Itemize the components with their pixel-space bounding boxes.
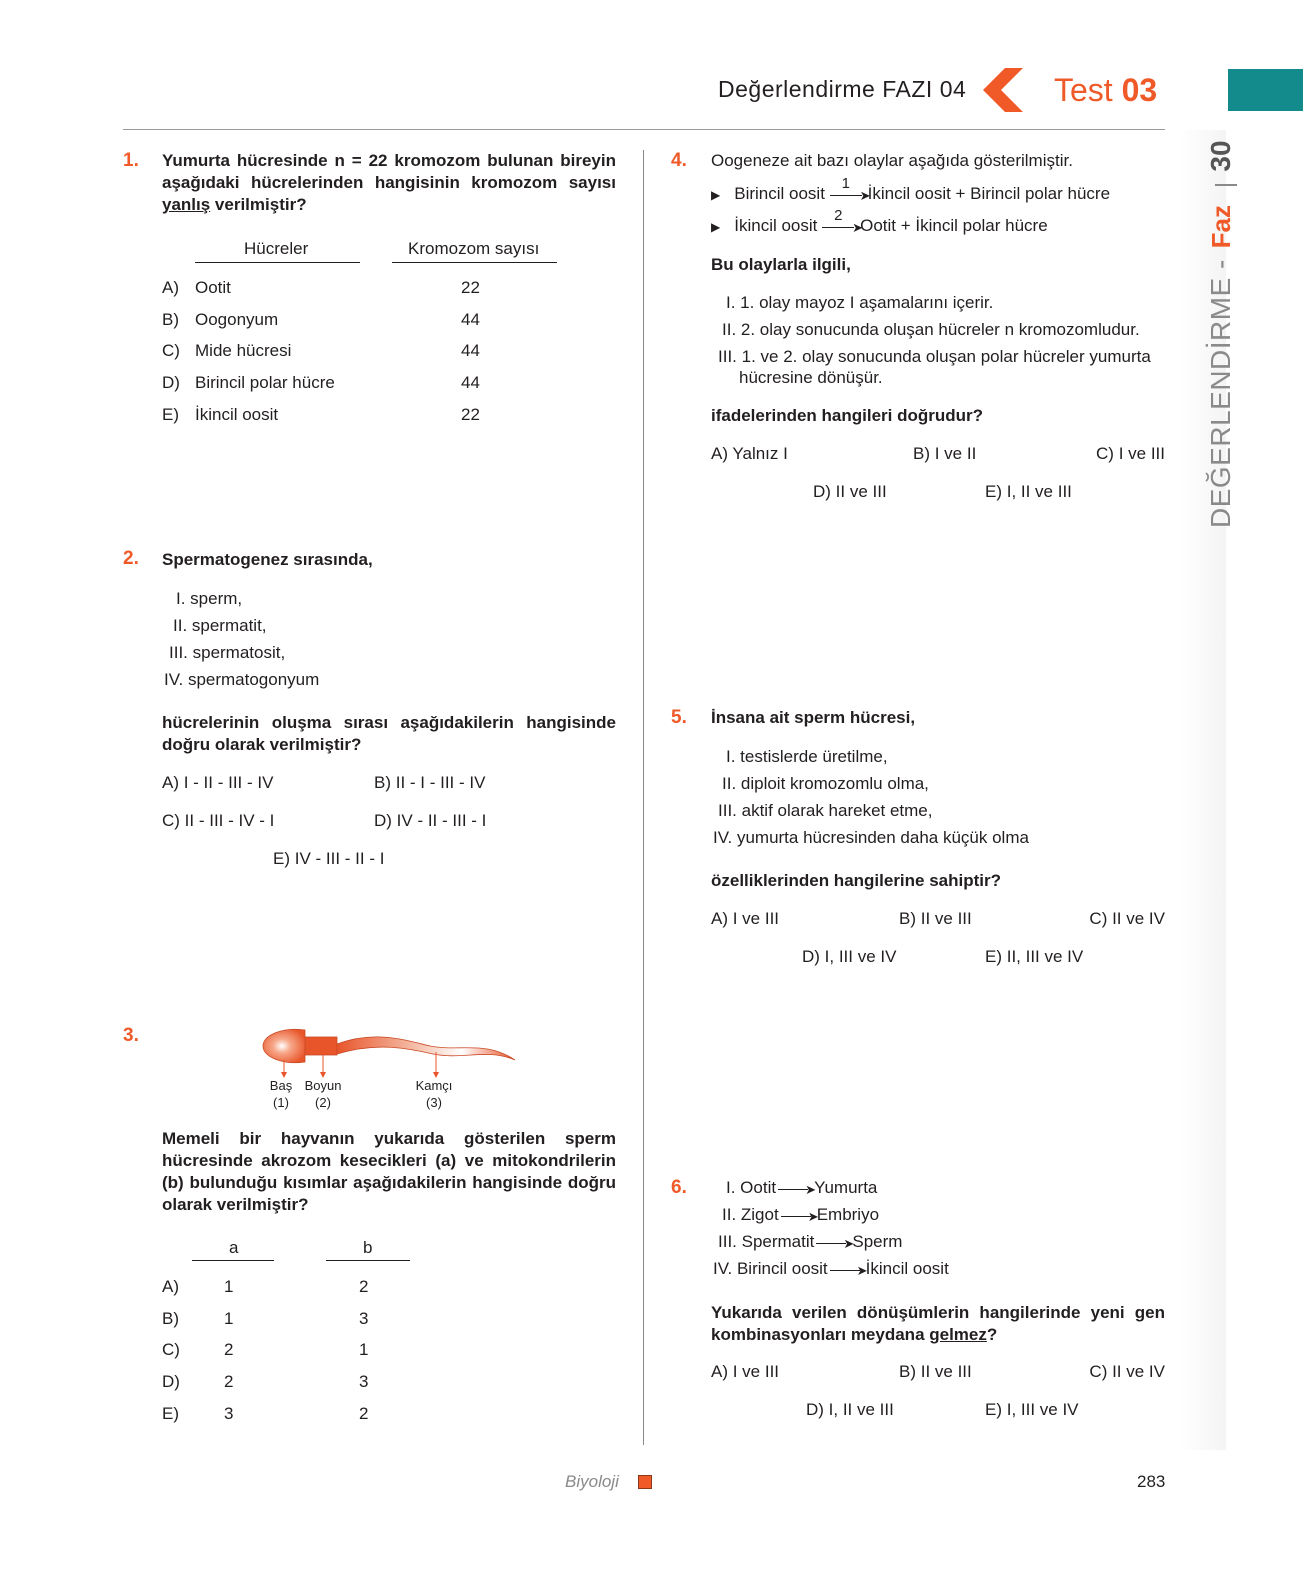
- q5-option-c[interactable]: C) II ve IV: [1089, 909, 1165, 928]
- q2-option-e[interactable]: E) IV - III - II - I: [273, 849, 385, 868]
- q3-option-b: 1: [359, 1340, 369, 1360]
- arrow-right-icon: ➤: [814, 1237, 852, 1249]
- q4-option-a[interactable]: A) Yalnız I: [711, 444, 788, 463]
- sidebar-text: DEĞERLENDİRME -: [1205, 259, 1236, 528]
- q6-item-to: Sperm: [852, 1232, 903, 1251]
- q5-number: 5.: [671, 707, 687, 728]
- q3-option-a: 1: [224, 1277, 234, 1296]
- q5-option-a[interactable]: A) I ve III: [711, 909, 780, 928]
- test-number: 03: [1121, 72, 1158, 108]
- bullet-icon: ▶: [711, 220, 721, 234]
- q4-statement-1: I. 1. olay mayoz I aşamalarını içerir.: [726, 293, 994, 312]
- q4-e2-num: 2: [834, 206, 843, 224]
- q2-item-1: I. sperm,: [176, 589, 243, 608]
- q3-option-key[interactable]: E): [162, 1403, 179, 1423]
- q6-question-b: ?: [986, 1325, 998, 1344]
- q6-item-to: Yumurta: [814, 1178, 878, 1197]
- q1-option-key[interactable]: A): [162, 278, 179, 297]
- bullet-icon: ▶: [711, 188, 721, 202]
- q4-e1-left: Birincil oosit: [734, 184, 825, 203]
- footer-square-icon: [638, 1475, 652, 1489]
- q6-item-from: II. Zigot: [722, 1205, 779, 1224]
- q4-option-c[interactable]: C) I ve III: [1096, 444, 1165, 463]
- q6-item: [713, 1259, 949, 1279]
- q1-col-rule-2: [392, 262, 557, 263]
- q4-e1-right: İkincil oosit + Birincil polar hücre: [867, 184, 1111, 203]
- q4-number: 4.: [671, 150, 687, 171]
- arrow-right-icon: 1 ➤: [830, 187, 868, 203]
- q6-item: [726, 1178, 877, 1198]
- q1-option-count: 44: [461, 309, 480, 329]
- q4-intro: Oogeneze ait bazı olaylar aşağıda gösterilmiştir.: [711, 151, 1073, 170]
- q5-intro: İnsana ait sperm hücresi,: [711, 708, 916, 727]
- q4-e2-left: İkincil oosit: [734, 216, 818, 235]
- q6-option-a[interactable]: A) I ve III: [711, 1362, 780, 1381]
- q1-option-cell[interactable]: İkincil oosit: [195, 404, 279, 424]
- q5-option-e[interactable]: E) II, III ve IV: [985, 947, 1084, 966]
- q4-option-e[interactable]: E) I, II ve III: [985, 482, 1072, 501]
- q2-item-2: II. spermatit,: [173, 616, 267, 635]
- q1-text: [162, 150, 616, 216]
- q5-option-b[interactable]: B) II ve III: [899, 909, 972, 928]
- q3-option-b: 2: [359, 1277, 369, 1296]
- q5-item-4: IV. yumurta hücresinden daha küçük olma: [713, 828, 1029, 847]
- q3-number: 3.: [123, 1025, 139, 1046]
- q3-option-key[interactable]: B): [162, 1308, 179, 1328]
- label-head: [263, 1077, 299, 1111]
- q6-question: [711, 1302, 1165, 1346]
- q1-option-cell[interactable]: Birincil polar hücre: [195, 373, 335, 393]
- chevron-left-icon: [983, 68, 1025, 112]
- sperm-diagram: [255, 1022, 520, 1082]
- footer-subject: Biyoloji: [565, 1472, 619, 1491]
- q4-statement-3-cont: hücresine dönüşür.: [739, 368, 883, 387]
- arrow-right-icon: 2 ➤: [822, 219, 860, 235]
- faz-logo: Faz: [1206, 205, 1236, 249]
- q3-option-a: 2: [224, 1340, 234, 1360]
- q3-col-rule-b: [326, 1260, 410, 1261]
- q4-e2-right: Ootit + İkincil polar hücre: [860, 216, 1048, 235]
- q6-item-to: Embriyo: [816, 1205, 880, 1224]
- q1-option-count: 22: [461, 278, 480, 297]
- q1-col-cells: Hücreler: [244, 239, 309, 258]
- q3-option-b: 3: [359, 1308, 369, 1328]
- arrow-right-icon: ➤: [779, 1210, 817, 1222]
- q1-col-count: Kromozom sayısı: [408, 239, 540, 258]
- q6-item: [718, 1232, 902, 1252]
- q2-intro: Spermatogenez sırasında,: [162, 550, 373, 569]
- q1-option-cell[interactable]: Ootit: [195, 278, 231, 297]
- q1-option-cell[interactable]: Mide hücresi: [195, 341, 292, 361]
- q4-statement-2: II. 2. olay sonucunda oluşan hücreler n kromozomludur.: [722, 320, 1140, 339]
- q3-option-a: 3: [224, 1403, 234, 1423]
- q6-item-from: IV. Birincil oosit: [713, 1259, 828, 1278]
- arrow-right-icon: ➤: [828, 1264, 866, 1276]
- arrow-right-icon: ➤: [776, 1183, 814, 1195]
- q3-option-b: 2: [359, 1403, 369, 1423]
- q2-option-b[interactable]: B) II - I - III - IV: [374, 773, 486, 792]
- q6-question-underlined: gelmez: [929, 1325, 987, 1344]
- q6-option-d[interactable]: D) I, II ve III: [806, 1400, 894, 1419]
- q2-item-4: IV. spermatogonyum: [164, 670, 320, 689]
- q3-option-b: 3: [359, 1372, 369, 1392]
- q6-option-b[interactable]: B) II ve III: [899, 1362, 972, 1381]
- q3-option-key[interactable]: D): [162, 1372, 180, 1392]
- page-number: 283: [1137, 1472, 1166, 1491]
- sidebar-divider: [1215, 184, 1237, 186]
- q1-option-key[interactable]: D): [162, 373, 180, 393]
- q2-question: hücrelerinin oluşma sırası aşağıdakilerin hangisinde doğru olarak verilmiştir?: [162, 713, 616, 754]
- phase-title: Değerlendirme FAZI 04: [718, 76, 967, 102]
- q4-question: ifadelerinden hangileri doğrudur?: [711, 406, 984, 425]
- q4-event-1: [711, 174, 1111, 204]
- label-head-name: Baş: [269, 1078, 293, 1093]
- q4-option-d[interactable]: D) II ve III: [813, 482, 887, 501]
- test-label: [1054, 72, 1157, 109]
- q1-option-key[interactable]: C): [162, 341, 180, 361]
- q3-col-rule-a: [192, 1260, 274, 1261]
- q4-lead: Bu olaylarla ilgili,: [711, 255, 851, 274]
- q6-option-c[interactable]: C) II ve IV: [1089, 1362, 1165, 1381]
- q3-col-b: b: [363, 1238, 373, 1257]
- q2-option-a[interactable]: A) I - II - III - IV: [162, 773, 274, 792]
- q6-item: [722, 1205, 879, 1225]
- q1-text-a: Yumurta hücresinde n = 22 kromozom bulunan bireyin aşağıdaki hücrelerinden hangisinin kromozom sayısı: [162, 151, 616, 192]
- q5-item-2: II. diploit kromozomlu olma,: [722, 774, 929, 793]
- q4-option-b[interactable]: B) I ve II: [913, 444, 977, 463]
- q4-e1-num: 1: [841, 174, 851, 192]
- q6-number: 6.: [671, 1177, 687, 1198]
- q2-item-3: III. spermatosit,: [169, 643, 286, 662]
- q6-item-from: III. Spermatit: [718, 1232, 815, 1251]
- label-tail-num: (3): [426, 1095, 442, 1110]
- test-word: Test: [1054, 72, 1113, 108]
- q5-item-3: III. aktif olarak hareket etme,: [718, 801, 933, 820]
- q1-option-key[interactable]: E): [162, 404, 179, 424]
- q2-number: 2.: [123, 548, 139, 569]
- q1-number: 1.: [123, 150, 139, 171]
- q1-option-count: 22: [461, 404, 480, 424]
- q1-text-underlined: yanlış: [162, 195, 211, 214]
- q3-option-key[interactable]: C): [162, 1340, 180, 1360]
- q2-option-c[interactable]: C) II - III - IV - I: [162, 811, 275, 830]
- q4-event-2: [711, 206, 1048, 236]
- label-tail: [411, 1077, 457, 1111]
- q3-question: Memeli bir hayvanın yukarıda gösterilen sperm hücresinde akrozom kesecikleri (a) ve mitokondrilerin (b) bulunduğu kısımlar aşağıdakilerin hangisinde doğru olarak verilmiştir?: [162, 1129, 616, 1214]
- q1-text-b: verilmiştir?: [210, 195, 307, 214]
- q5-question: özelliklerinden hangilerine sahiptir?: [711, 871, 1002, 890]
- label-neck-name: Boyun: [304, 1078, 342, 1093]
- label-neck: [300, 1077, 346, 1111]
- q6-item-to: İkincil oosit: [865, 1259, 949, 1278]
- q6-question-a: Yukarıda verilen dönüşümlerin hangilerinde yeni gen kombinasyonları meydana: [711, 1303, 1165, 1344]
- q3-option-a: 1: [224, 1308, 234, 1328]
- q6-option-e[interactable]: E) I, III ve IV: [985, 1400, 1079, 1419]
- label-neck-num: (2): [315, 1095, 331, 1110]
- q3-option-key[interactable]: A): [162, 1277, 179, 1296]
- q5-option-d[interactable]: D) I, III ve IV: [802, 947, 897, 966]
- q1-col-rule-1: [195, 262, 360, 263]
- teal-tab: [1228, 69, 1303, 111]
- header-rule: [123, 129, 1165, 130]
- label-tail-name: Kamçı: [415, 1078, 453, 1093]
- q3-option-a: 2: [224, 1372, 234, 1392]
- sidebar-vertical: [1205, 140, 1237, 528]
- q4-statement-3: III. 1. ve 2. olay sonucunda oluşan polar hücreler yumurta: [718, 347, 1151, 366]
- q3-col-a: a: [229, 1238, 239, 1257]
- column-divider: [643, 150, 644, 1445]
- q2-option-d[interactable]: D) IV - II - III - I: [374, 811, 487, 830]
- q1-option-count: 44: [461, 373, 480, 393]
- sidebar-number: 30: [1205, 140, 1236, 172]
- q6-item-from: I. Ootit: [726, 1178, 777, 1197]
- label-head-num: (1): [273, 1095, 289, 1110]
- q1-option-cell[interactable]: Oogonyum: [195, 309, 279, 329]
- q1-option-key[interactable]: B): [162, 309, 179, 329]
- q1-option-count: 44: [461, 341, 480, 361]
- q5-item-1: I. testislerde üretilme,: [726, 747, 888, 766]
